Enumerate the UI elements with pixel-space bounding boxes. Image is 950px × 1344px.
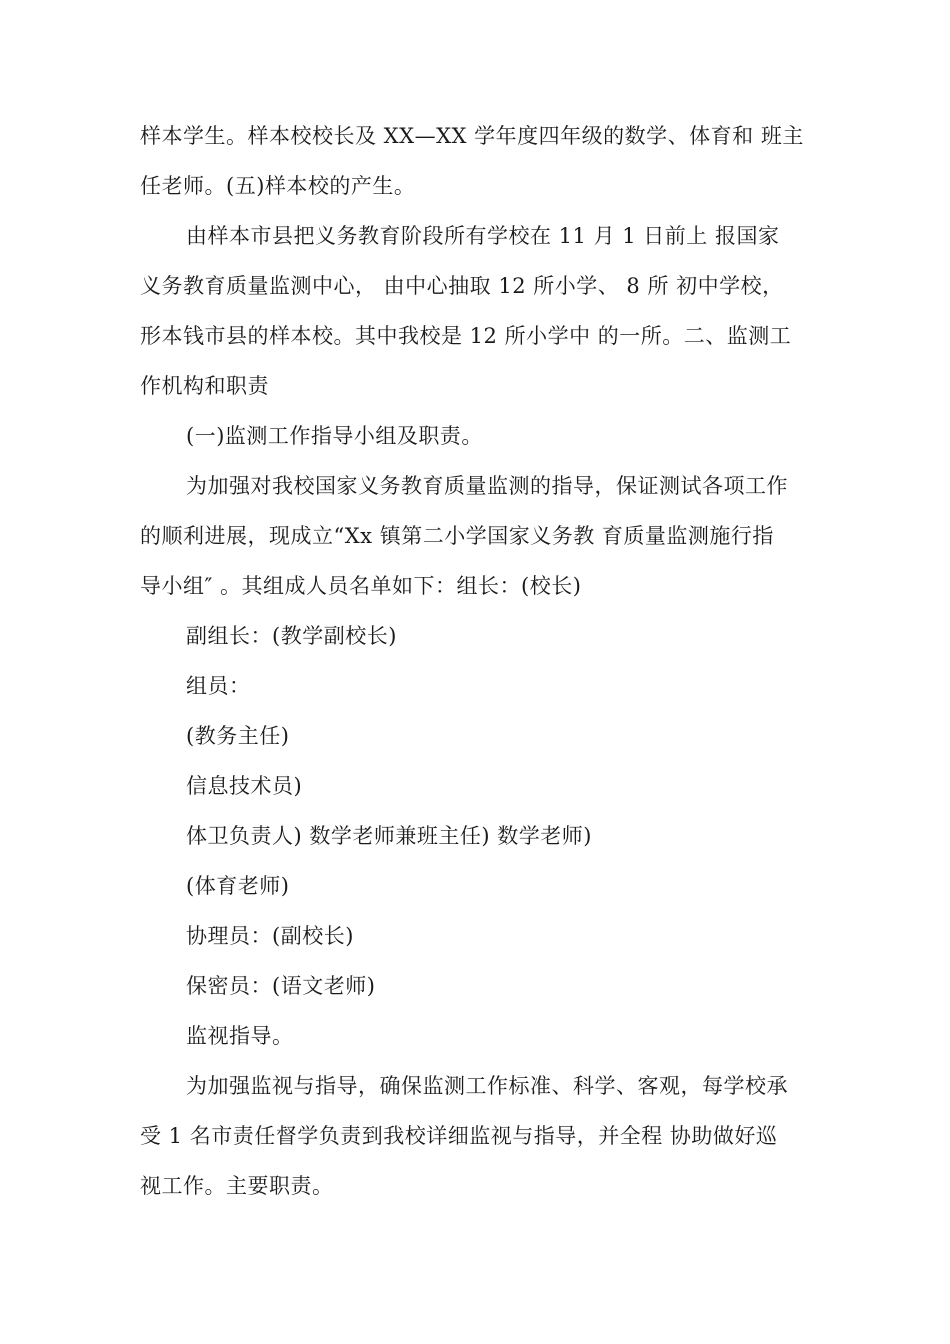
member-line: 组员： xyxy=(186,674,251,698)
member-line: 保密员：(语文老师) xyxy=(186,974,376,998)
member-line: 信息技术员) xyxy=(186,774,303,798)
section-heading: (一)监测工作指导小组及职责。 xyxy=(186,424,483,448)
text-line: 样本学生。样本校校长及 XX—XX 学年度四年级的数学、体育和 班主 xyxy=(140,124,804,148)
paragraph-start: 为加强监视与指导，确保监测工作标准、科学、客观，每学校承 xyxy=(186,1074,788,1098)
text-line: 视工作。主要职责。 xyxy=(140,1174,334,1198)
member-line: 体卫负责人) 数学老师兼班主任) 数学老师) xyxy=(186,824,592,848)
paragraph-start: 为加强对我校国家义务教育质量监测的指导，保证测试各项工作 xyxy=(186,474,788,498)
text-line: 作机构和职责 xyxy=(140,374,269,398)
member-line: (教务主任) xyxy=(186,724,290,748)
text-line: 任老师。(五)样本校的产生。 xyxy=(140,174,416,198)
member-line: 副组长：(教学副校长) xyxy=(186,624,397,648)
text-line: 导小组″ 。其组成人员名单如下：组长：(校长) xyxy=(140,574,582,598)
section-heading: 监视指导。 xyxy=(186,1024,294,1048)
text-line: 的顺利进展，现成立“Xx 镇第二小学国家义务教 育质量监测施行指 xyxy=(140,524,774,548)
paragraph-start: 由样本市县把义务教育阶段所有学校在 11 月 1 日前上 报国家 xyxy=(186,224,780,248)
text-line: 受 1 名市责任督学负责到我校详细监视与指导，并全程 协助做好巡 xyxy=(140,1124,778,1148)
member-line: 协理员：(副校长) xyxy=(186,924,354,948)
text-line: 义务教育质量监测中心， 由中心抽取 12 所小学、 8 所 初中学校， xyxy=(140,274,784,298)
text-line: 形本钱市县的样本校。其中我校是 12 所小学中 的一所。二、监测工 xyxy=(140,324,792,348)
member-line: (体育老师) xyxy=(186,874,290,898)
